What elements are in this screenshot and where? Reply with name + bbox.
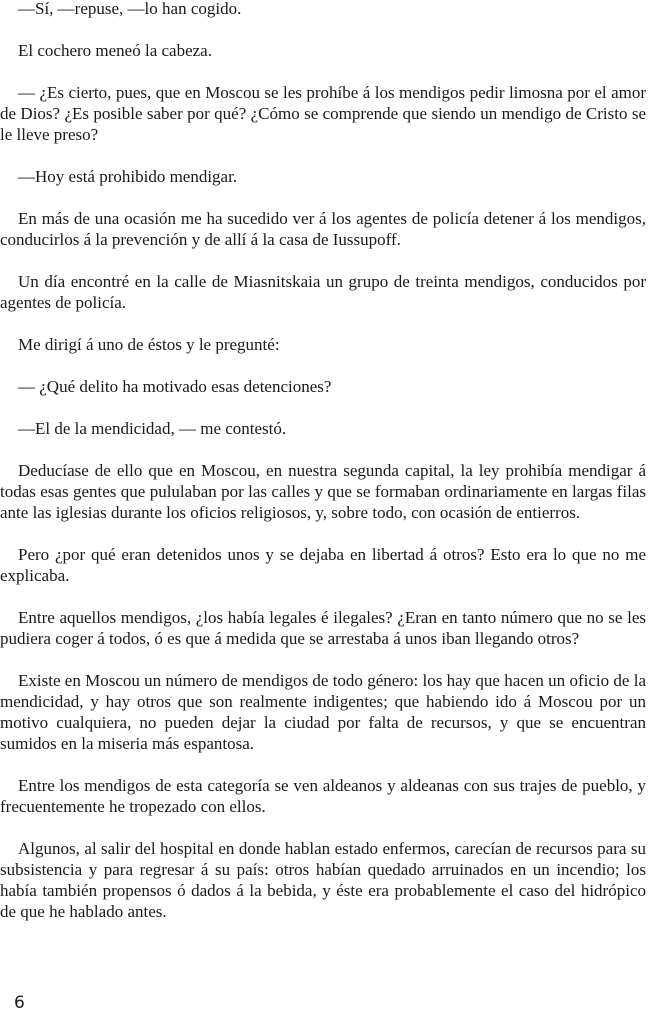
paragraph-15: Algunos, al salir del hospital en donde hablan estado enfermos, carecían de recursos para su subsistencia y para regresar á su país: otros habían quedado arruinados en un incendio; los había también propensos ó dados á la bebida, y éste era probablemente el caso del hidrópico de que he hablado antes. <box>0 839 646 921</box>
paragraph-9: —El de la mendicidad, — me contestó. <box>18 419 287 438</box>
paragraph-10: Deducíase de ello que en Moscou, en nuestra segunda capital, la ley prohibía mendigar á todas esas gentes que pululaban por las calles y que se formaban ordinariamente en largas filas ante las iglesias durante los oficios religiosos, y, sobre todo, con ocasión de entierros. <box>0 461 646 522</box>
paragraph-8: — ¿Qué delito ha motivado esas detenciones? <box>18 377 332 396</box>
paragraph-6: Un día encontré en la calle de Miasnitskaia un grupo de treinta mendigos, conducidos por agentes de policía. <box>0 272 646 312</box>
paragraph-12: Entre aquellos mendigos, ¿los había legales é ilegales? ¿Eran en tanto número que no se les pudiera coger á todos, ó es que á medida que se arrestaba á unos iban llegando otros? <box>0 608 646 648</box>
paragraph-5: En más de una ocasión me ha sucedido ver á los agentes de policía detener á los mendigos, conducirlos á la prevención y de allí á la casa de Iussupoff. <box>0 209 646 249</box>
page-number: 6 <box>14 993 25 1013</box>
paragraph-13: Existe en Moscou un número de mendigos de todo género: los hay que hacen un oficio de la mendicidad, y hay otros que son realmente indigentes; que habiendo ido á Moscou por un motivo cualquiera, no pueden dejar la ciudad por falta de recursos, y que se encuentran sumidos en la miseria más espantosa. <box>0 671 646 753</box>
paragraph-14: Entre los mendigos de esta categoría se ven aldeanos y aldeanas con sus trajes de pueblo, y frecuentemente he tropezado con ellos. <box>0 776 646 816</box>
paragraph-4: —Hoy está prohibido mendigar. <box>18 167 238 186</box>
paragraph-1: —Sí, —repuse, —lo han cogido. <box>18 0 242 18</box>
paragraph-7: Me dirigí á uno de éstos y le pregunté: <box>18 335 280 354</box>
paragraph-3: — ¿Es cierto, pues, que en Moscou se les prohíbe á los mendigos pedir limosna por el amor de Dios? ¿Es posible saber por qué? ¿Cómo se comprende que siendo un mendigo de Cristo se le lleve preso? <box>0 83 646 144</box>
paragraph-11: Pero ¿por qué eran detenidos unos y se dejaba en libertad á otros? Esto era lo que no me explicaba. <box>0 545 646 585</box>
paragraph-2: El cochero meneó la cabeza. <box>18 41 212 60</box>
